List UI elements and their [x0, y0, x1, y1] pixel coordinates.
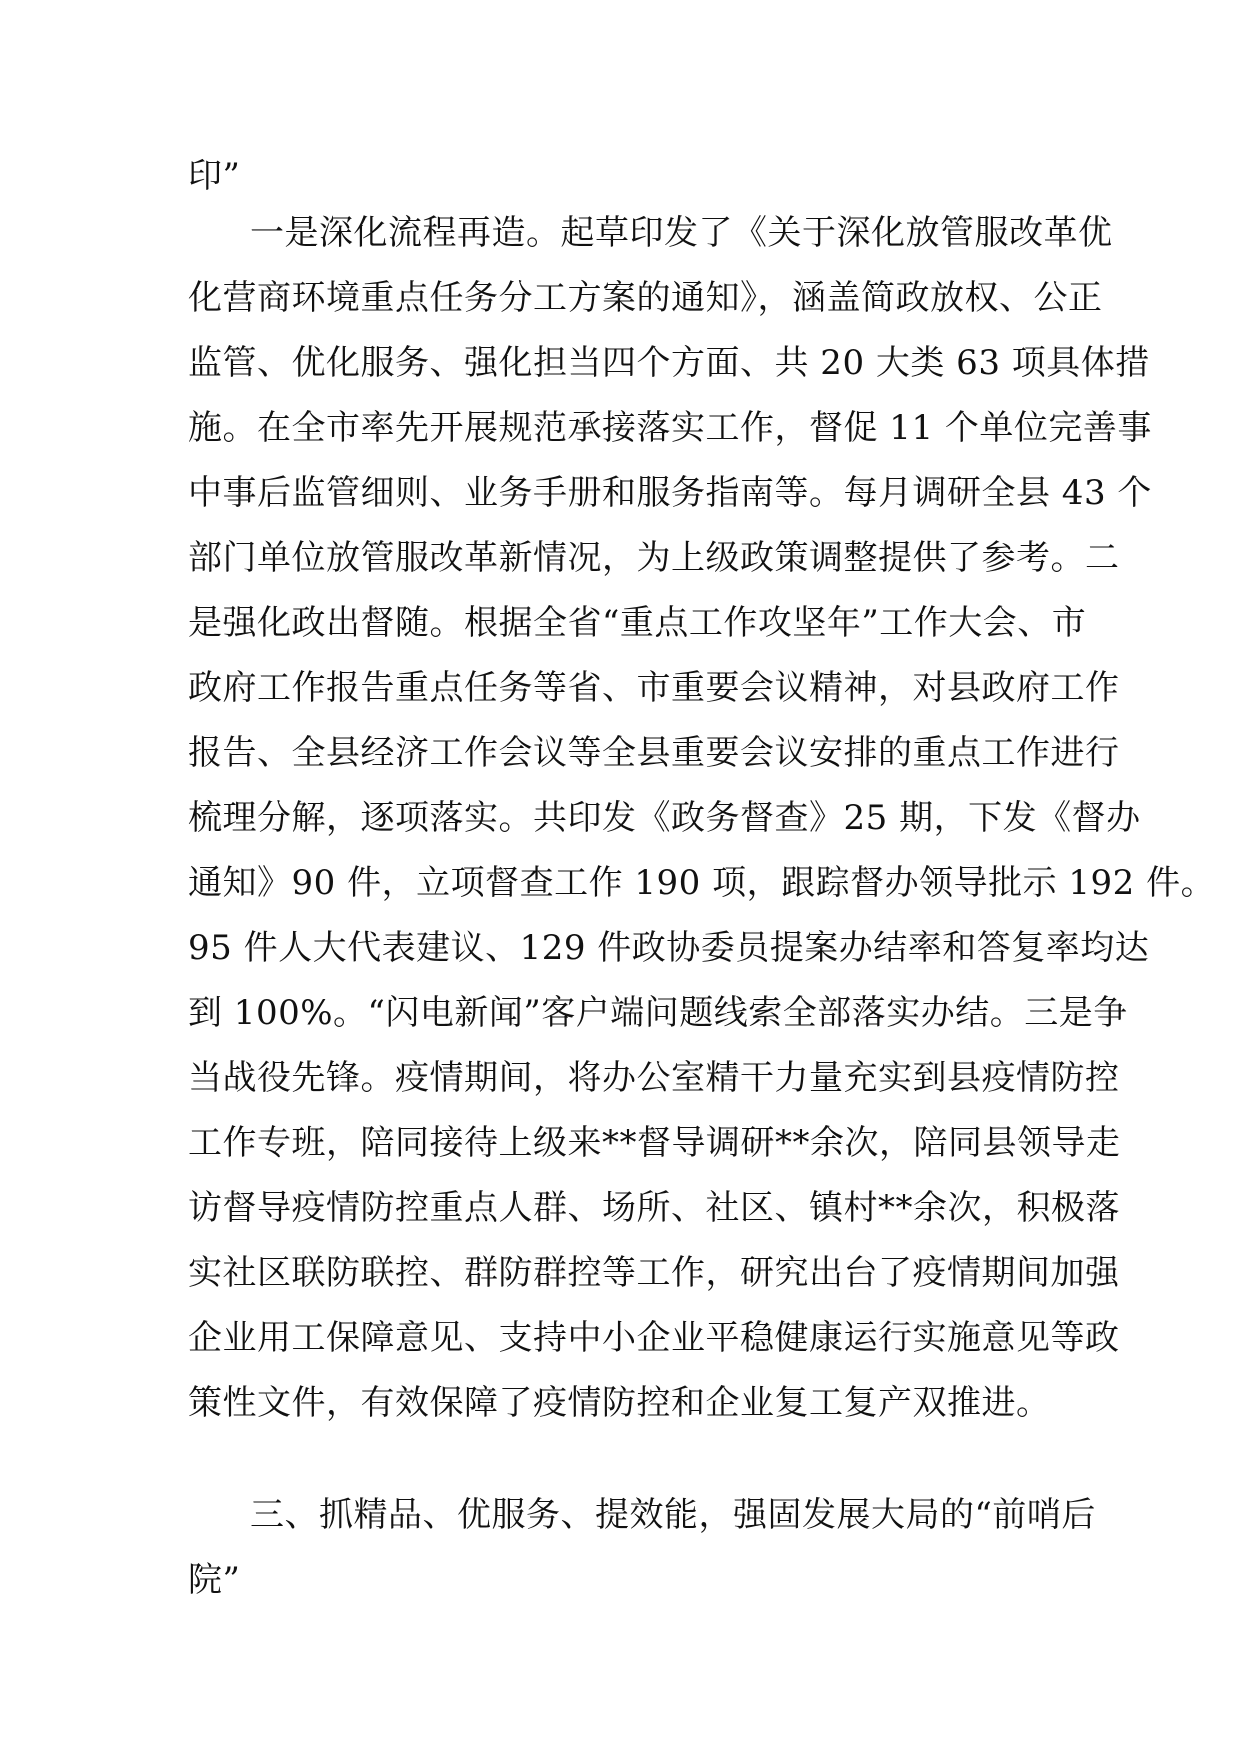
heading-line: 三、抓精品、优服务、提效能，强固发展大局的“前哨后	[250, 1495, 1096, 1535]
text-line: 到 100%。“闪电新闻”客户端问题线索全部落实办结。三是争	[188, 993, 1128, 1033]
text-line: 施。在全市率先开展规范承接落实工作，督促 11 个单位完善事	[188, 408, 1152, 448]
text-line: 政府工作报告重点任务等省、市重要会议精神，对县政府工作	[188, 668, 1120, 708]
paragraph-fragment	[188, 144, 1058, 209]
text-line: 一是深化流程再造。起草印发了《关于深化放管服改革优	[250, 213, 1113, 253]
text-line: 95 件人大代表建议、129 件政协委员提案办结率和答复率均达	[188, 928, 1150, 968]
text-line: 印”	[188, 156, 241, 196]
text-line: 访督导疫情防控重点人群、场所、社区、镇村**余次，积极落	[188, 1188, 1120, 1228]
text-line: 当战役先锋。疫情期间，将办公室精干力量充实到县疫情防控	[188, 1058, 1120, 1098]
text-line: 通知》90 件，立项督查工作 190 项，跟踪督办领导批示 192 件。	[188, 863, 1216, 903]
text-line: 工作专班，陪同接待上级来**督导调研**余次，陪同县领导走	[188, 1123, 1121, 1163]
text-line: 是强化政出督随。根据全省“重点工作攻坚年”工作大会、市	[188, 603, 1087, 643]
text-line: 企业用工保障意见、支持中小企业平稳健康运行实施意见等政	[188, 1318, 1120, 1358]
text-line: 部门单位放管服改革新情况，为上级政策调整提供了参考。二	[188, 538, 1120, 578]
text-line: 策性文件，有效保障了疫情防控和企业复工复产双推进。	[188, 1383, 1051, 1423]
paragraph-main	[188, 201, 1216, 1436]
section-heading	[188, 1483, 1096, 1613]
text-line: 中事后监管细则、业务手册和服务指南等。每月调研全县 43 个	[188, 473, 1152, 513]
text-line: 化营商环境重点任务分工方案的通知》，涵盖简政放权、公正	[188, 278, 1103, 318]
text-line: 监管、优化服务、强化担当四个方面、共 20 大类 63 项具体措	[188, 343, 1150, 383]
text-line: 实社区联防联控、群防群控等工作，研究出台了疫情期间加强	[188, 1253, 1120, 1293]
text-line: 梳理分解，逐项落实。共印发《政务督查》25 期，下发《督办	[188, 798, 1141, 838]
heading-line: 院”	[188, 1560, 241, 1600]
text-line: 报告、全县经济工作会议等全县重要会议安排的重点工作进行	[188, 733, 1120, 773]
